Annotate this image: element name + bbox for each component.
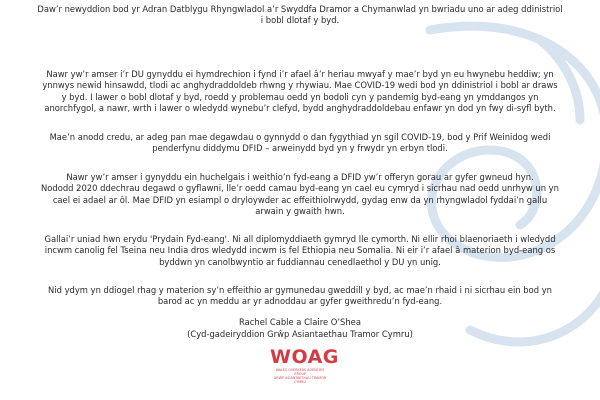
paragraph-1: Daw’r newyddion bod yr Adran Datblygu Rhyngwladol a’r Swyddfa Dramor a Chymanwlad yn bwriadu uno ar adeg ddinistriol i bobl dlotaf y byd. bbox=[37, 4, 563, 26]
woag-logo bbox=[270, 346, 339, 394]
paragraph-2: Nawr yw’r amser i’r DU gynyddu ei hymdrechion i fynd i’r afael â’r heriau mwyaf y mae’r byd yn eu hwynebu heddiw; yn ynnwys newid hinsawdd, tlodi ac anghydraddoldeb rhwng y rhywiau. Mae COVID-19 wedi bod yn ddinistriol i bobl ar draws y byd. I lawer o bobl dlotaf y byd, roedd y problemau oedd yn bodoli cyn y pandemig byd-eang yn ymddangos yn anorchfygol, a nawr, wrth i lawer o wledydd wynebu’r clefyd, bydd anghydraddoldebau enfawr yn dod yn fwy di-syfl byth. bbox=[42, 69, 558, 114]
logo-wordmark: WOAG bbox=[270, 346, 339, 368]
logo-subtitle-en: WALES OVERSEAS AGENCIES GROUP bbox=[275, 368, 325, 376]
paragraph-4: Nawr yw’r amser i gynyddu ein huchelgais i weithio’n fyd-eang a DFID yw’r offeryn gorau ar gyfer gwneud hyn. Nododd 2020 ddechrau degawd o gyflawni, lle’r oedd camau byd-eang yn cael eu cymryd i sicrhau nad oedd unrhyw un yn cael ei adael ar ôl. Mae DFID yn esiampl o dryloywder ac effeithiolrwydd, gydag enw da yn rhyngwladol fyddai’n gallu arwain y gwaith hwn. bbox=[41, 172, 559, 217]
logo-subtitle-cy: GRŴP ASIANTAETHAU TRAMOR CYMRU bbox=[273, 376, 327, 384]
paragraph-5: Gallai’r uniad hwn erydu 'Prydain Fyd-eang'. Ni all diplomyddiaeth gymryd lle cymorth. Ni ellir rhoi blaenoriaeth i wledydd incwm canolig fel Tseina neu India dros wledydd incwm is fel Ethiopia neu Somalia. Ni eir i’r afael â materion byd-eang os byddwn yn canolbwyntio ar fuddiannau cenedlaethol y DU yn unig. bbox=[44, 234, 556, 267]
signature-role: (Cyd-gadeiryddion Grŵp Asiantaethau Tramor Cymru) bbox=[187, 329, 413, 339]
signature-names: Rachel Cable a Claire O’Shea bbox=[239, 317, 361, 327]
paragraph-6: Nid ydym yn ddiogel rhag y materion sy’n effeithio ar gymunedau gweddill y byd, ac mae’n rhaid i ni sicrhau ein bod yn barod ac yn meddu ar yr adnoddau ar gyfer gweithredu’n fyd-eang. bbox=[48, 285, 552, 307]
paragraph-3: Mae’n anodd credu, ar adeg pan mae degawdau o gynnydd o dan fygythiad yn sgil COVID-19, bod y Prif Weinidog wedi penderfynu diddymu DFID – arweinydd byd yn y frwydr yn erbyn tlodi. bbox=[49, 132, 551, 154]
